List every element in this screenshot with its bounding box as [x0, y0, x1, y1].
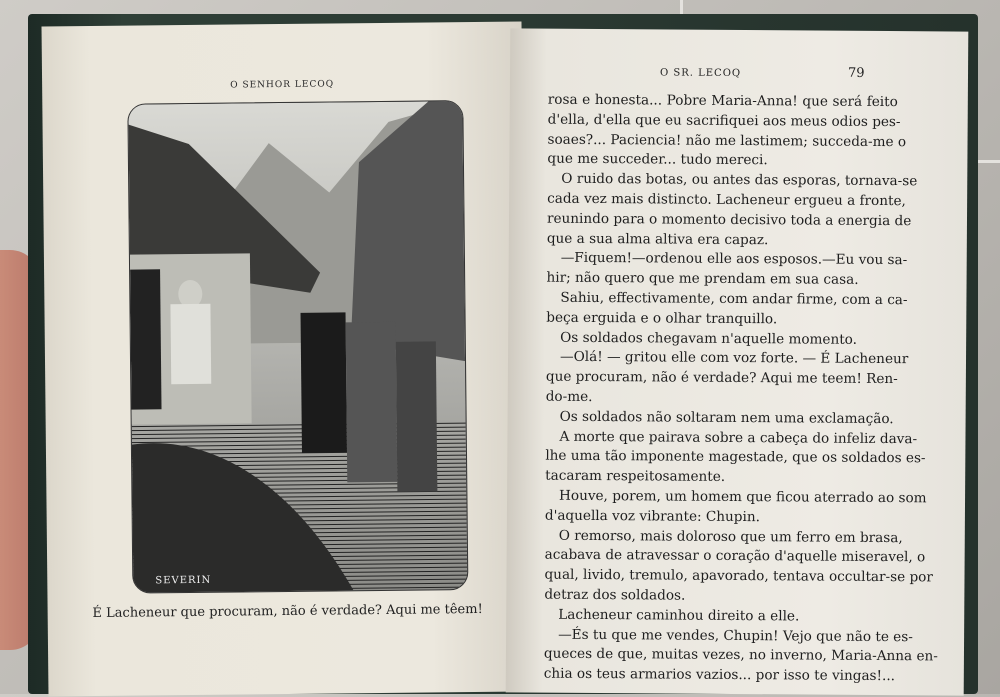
text-line: reunindo para o momento decisivo toda a energia de: [546, 210, 912, 229]
text-line: Sahiu, effectivamente, com andar firme, com a ca-: [560, 289, 908, 309]
text-line: d'aquella voz vibrante: Chupin.: [544, 507, 761, 525]
running-head: O SENHOR LECOQ: [230, 79, 335, 91]
text-line: acabava de atravessar o coração d'aquelle miseravel, o: [544, 546, 926, 566]
illustration-caption: É Lacheneur que procuram, não é verdade? Aqui me têem!: [92, 601, 483, 622]
text-line: —És tu que me vendes, Chupin! Vejo que não te es-: [558, 626, 913, 645]
text-line: Os soldados não soltaram nem uma exclamação.: [559, 408, 894, 427]
text-line: chia os teus armarios vazios... por isso te vingas!...: [543, 665, 896, 685]
text-line: hir; não quero que me prendam em sua casa.: [546, 269, 859, 289]
text-line: queces de que, muitas vezes, no inverno, Maria-Anna en-: [543, 645, 938, 665]
text-line: —Olá! — gritou elle com voz forte. — É Lacheneur: [559, 349, 909, 368]
body-text: [543, 91, 938, 687]
text-line: A morte que pairava sobre a cabeça do infeliz dava-: [559, 428, 918, 447]
text-line: d'ella, d'ella que eu sacrifiquei aos meus odios pes-: [547, 111, 901, 130]
engraving-scene: [128, 101, 467, 592]
running-head: O SR. LECOQ: [659, 67, 742, 80]
text-line: que procuram, não é verdade? Aqui me teem! Ren-: [545, 368, 898, 388]
text-line: tacaram respeitosamente.: [545, 467, 726, 486]
text-line: lhe uma tão imponente magestade, que os soldados es-: [545, 448, 926, 467]
left-page: [42, 22, 529, 697]
text-line: —Fiquem!—ordenou elle aos esposos.—Eu vou sa-: [560, 250, 908, 269]
text-line: que a sua alma altiva era capaz.: [546, 230, 769, 248]
text-line: O ruido das botas, ou antes das esporas, tornava-se: [561, 170, 918, 190]
text-line: soaes?... Paciencia! não me lastimem; succeda-me o: [547, 131, 907, 150]
text-line: do-me.: [545, 388, 593, 405]
text-line: beça erguida e o olhar tranquillo.: [546, 309, 778, 328]
text-line: qual, livido, tremulo, apavorado, tentava occultar-se por: [544, 566, 933, 586]
text-line: que me succeder... tudo mereci.: [547, 151, 768, 169]
text-line: cada vez mais distincto. Lacheneur ergueu a fronte,: [547, 190, 906, 210]
page-number: 79: [847, 65, 865, 81]
right-page: [506, 28, 969, 695]
artist-signature: SEVERIN: [155, 574, 212, 587]
engraving-illustration: [127, 100, 468, 593]
text-line: detraz dos soldados.: [544, 586, 686, 604]
text-line: Lacheneur caminhou direito a elle.: [558, 606, 800, 625]
text-line: Houve, porem, um homem que ficou aterrado ao som: [559, 487, 927, 507]
text-line: rosa e honesta... Pobre Maria-Anna! que será feito: [547, 91, 898, 111]
text-line: O remorso, mais doloroso que um ferro em brasa,: [558, 527, 903, 546]
running-head-bar: [510, 65, 968, 81]
text-line: Os soldados chegavam n'aquelle momento.: [560, 329, 858, 348]
